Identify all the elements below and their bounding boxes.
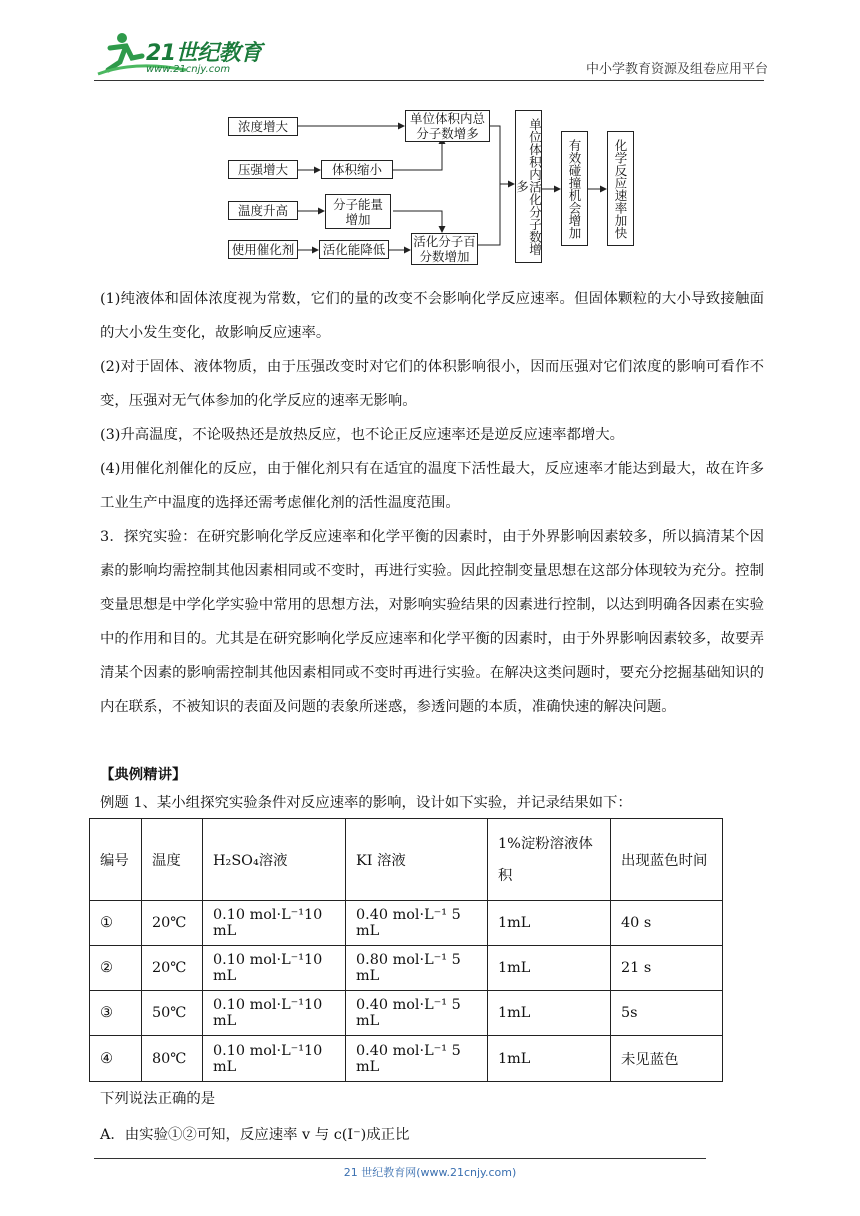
table-row <box>90 901 723 946</box>
table-cell: 80℃ <box>142 1036 203 1082</box>
example-intro: 例题 1、某小组探究实验条件对反应速率的影响，设计如下实验，并记录结果如下： <box>100 795 632 811</box>
factor-pressure: 压强增大 <box>228 160 298 179</box>
example-heading: 【典例精讲】 <box>100 766 187 783</box>
table-cell: ① <box>90 901 142 946</box>
logo-url: www.21cnjy.com <box>146 64 231 75</box>
table-cell: 50℃ <box>142 991 203 1036</box>
rate-increase-box: 化学反应速率加快 <box>607 131 634 246</box>
volume-shrink-box: 体积缩小 <box>321 160 393 179</box>
footer-divider <box>94 1158 706 1159</box>
table-cell: 0.80 mol·L⁻¹ 5 mL <box>346 946 488 991</box>
table-cell: 0.10 mol·L⁻¹10 mL <box>203 1036 346 1082</box>
table-cell: 0.40 mol·L⁻¹ 5 mL <box>346 901 488 946</box>
table-cell: 1mL <box>488 1036 611 1082</box>
table-cell: 1mL <box>488 901 611 946</box>
header-cell: 1%淀粉溶液体积 <box>488 819 611 901</box>
table-cell: ③ <box>90 991 142 1036</box>
table-header-row <box>90 819 723 901</box>
factor-temperature: 温度升高 <box>228 201 298 220</box>
table-cell: 21 s <box>611 946 723 991</box>
table-cell: 20℃ <box>142 946 203 991</box>
header-cell: 编号 <box>90 819 142 901</box>
note-2: (2)对于固体、液体物质，由于压强改变时对它们的体积影响很小，因而压强对它们浓度的影响可看作不变，压强对无气体参加的化学反应的速率无影响。 <box>100 359 764 409</box>
table-cell: 0.40 mol·L⁻¹ 5 mL <box>346 1036 488 1082</box>
table-cell: 1mL <box>488 991 611 1036</box>
table-cell: ② <box>90 946 142 991</box>
question-text: 下列说法正确的是 <box>100 1091 216 1107</box>
table-row <box>90 991 723 1036</box>
header-cell: KI 溶液 <box>346 819 488 901</box>
activated-molecules-box: 单位体积内活化分子数增多 <box>515 110 542 263</box>
table-cell: 未见蓝色 <box>611 1036 723 1082</box>
table-cell: 1mL <box>488 946 611 991</box>
experiment-table <box>89 818 723 1082</box>
header-platform-text: 中小学教育资源及组卷应用平台 <box>585 62 768 77</box>
table-cell: 0.40 mol·L⁻¹ 5 mL <box>346 991 488 1036</box>
table-cell: 40 s <box>611 901 723 946</box>
header-cell: 出现蓝色时间 <box>611 819 723 901</box>
note-4: (4)用催化剂催化的反应，由于催化剂只有在适宜的温度下活性最大，反应速率才能达到最大，故在许多工业生产中温度的选择还需考虑催化剂的活性温度范围。 <box>100 461 764 511</box>
table-cell: ④ <box>90 1036 142 1082</box>
total-molecules-box: 单位体积内总分子数增多 <box>405 110 490 142</box>
option-a: A．由实验①②可知，反应速率 v 与 c(I⁻)成正比 <box>100 1127 410 1143</box>
header-cell: 温度 <box>142 819 203 901</box>
note-1: (1)纯液体和固体浓度视为常数，它们的量的改变不会影响化学反应速率。但固体颗粒的大小导致接触面的大小发生变化，故影响反应速率。 <box>100 291 764 341</box>
header-cell: H₂SO₄溶液 <box>203 819 346 901</box>
table-cell: 5s <box>611 991 723 1036</box>
factor-concentration: 浓度增大 <box>228 117 298 136</box>
note-3: (3)升高温度，不论吸热还是放热反应，也不论正反应速率还是逆反应速率都增大。 <box>100 427 625 443</box>
footer-text: 21 世纪教育网(www.21cnjy.com) <box>343 1166 517 1179</box>
table-cell: 0.10 mol·L⁻¹10 mL <box>203 901 346 946</box>
activation-energy-box: 活化能降低 <box>319 240 389 259</box>
table-row <box>90 1036 723 1082</box>
section-3-paragraph: 3．探究实验：在研究影响化学反应速率和化学平衡的因素时，由于外界影响因素较多，所以搞清某个因素的影响均需控制其他因素相同或不变时，再进行实验。因此控制变量思想在这部分体现较为充分。控制变量思想是中学化学实验中常用的思想方法，对影响实验结果的因素进行控制，以达到明确各因素在实验中的作用和目的。尤其是在研究影响化学反应速率和化学平衡的因素时，由于外界影响因素较多，故要弄清某个因素的影响需控制其他因素相同或不变时再进行实验。在解决这类问题时，要充分挖掘基础知识的内在联系，不被知识的表面及问题的表象所迷惑，参透问题的本质，准确快速的解决问题。 <box>100 529 764 715</box>
table-cell: 0.10 mol·L⁻¹10 mL <box>203 991 346 1036</box>
factor-catalyst: 使用催化剂 <box>228 240 298 259</box>
table-row <box>90 946 723 991</box>
table-cell: 20℃ <box>142 901 203 946</box>
logo-text: 21世纪教育 <box>146 41 262 66</box>
molecule-energy-box: 分子能量增加 <box>325 194 391 229</box>
table-cell: 0.10 mol·L⁻¹10 mL <box>203 946 346 991</box>
activated-percent-box: 活化分子百分数增加 <box>411 233 478 265</box>
effective-collision-box: 有效碰撞机会增加 <box>561 131 588 246</box>
